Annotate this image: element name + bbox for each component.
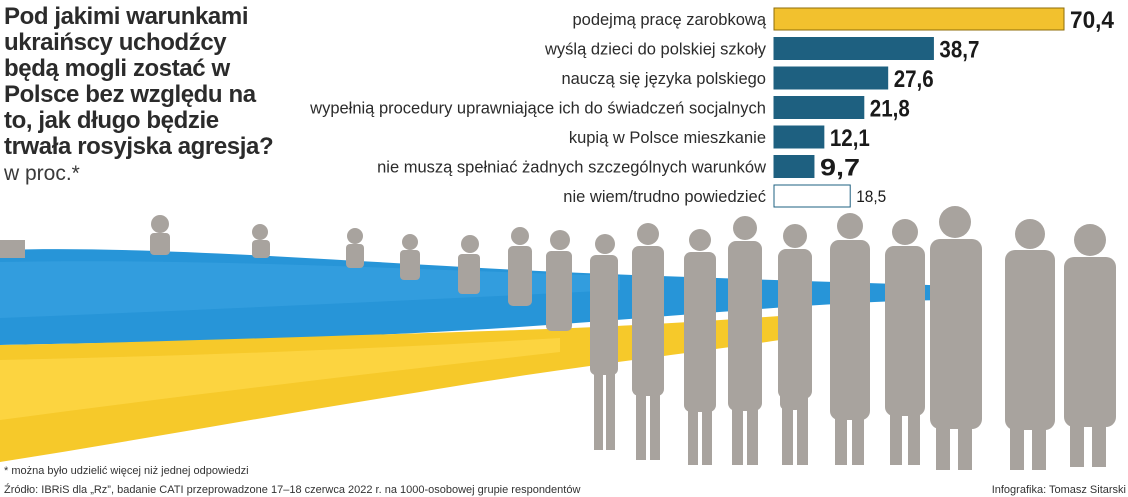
value-label: 27,6: [893, 66, 934, 93]
value-label: 70,4: [1070, 7, 1115, 34]
value-label: 12,1: [829, 125, 870, 152]
category-label: nie wiem/trudno powiedzieć: [563, 188, 766, 206]
infographic-credit: Infografika: Tomasz Sitarski: [991, 484, 1126, 496]
category-label: nie muszą spełniać żadnych szczególnych warunków: [377, 158, 766, 177]
bar: [774, 67, 888, 89]
value-label: 38,7: [939, 36, 980, 64]
category-label: nauczą się języka polskiego: [561, 70, 766, 88]
bar: [774, 156, 814, 178]
page-subtitle: w proc.*: [4, 162, 80, 185]
bar: [774, 185, 850, 207]
page-title: Pod jakimi warunkami ukraińscy uchodźcy będą mogli zostać w Polsce bez względu na to, jak długo będzie trwała rosyjska agresja?: [4, 3, 274, 160]
category-label: wypełnią procedury uprawniające ich do świadczeń socjalnych: [310, 99, 766, 118]
bar: [774, 97, 864, 119]
category-label: podejmą pracę zarobkową: [572, 11, 766, 29]
category-label: wyślą dzieci do polskiej szkoły: [544, 40, 766, 59]
value-label: 21,8: [869, 95, 910, 123]
bar: [774, 8, 1064, 30]
bar: [774, 126, 824, 148]
bar: [774, 38, 933, 60]
category-label: kupią w Polsce mieszkanie: [568, 129, 766, 147]
footnote: * można było udzielić więcej niż jednej odpowiedzi: [4, 465, 249, 477]
source-note: Źródło: IBRiS dla „Rz”, badanie CATI przeprowadzone 17–18 czerwca 2022 r. na 1000-osobowej grupie respondentów: [4, 484, 581, 496]
value-label: 18,5: [856, 187, 887, 206]
value-label: 9,7: [819, 154, 860, 182]
